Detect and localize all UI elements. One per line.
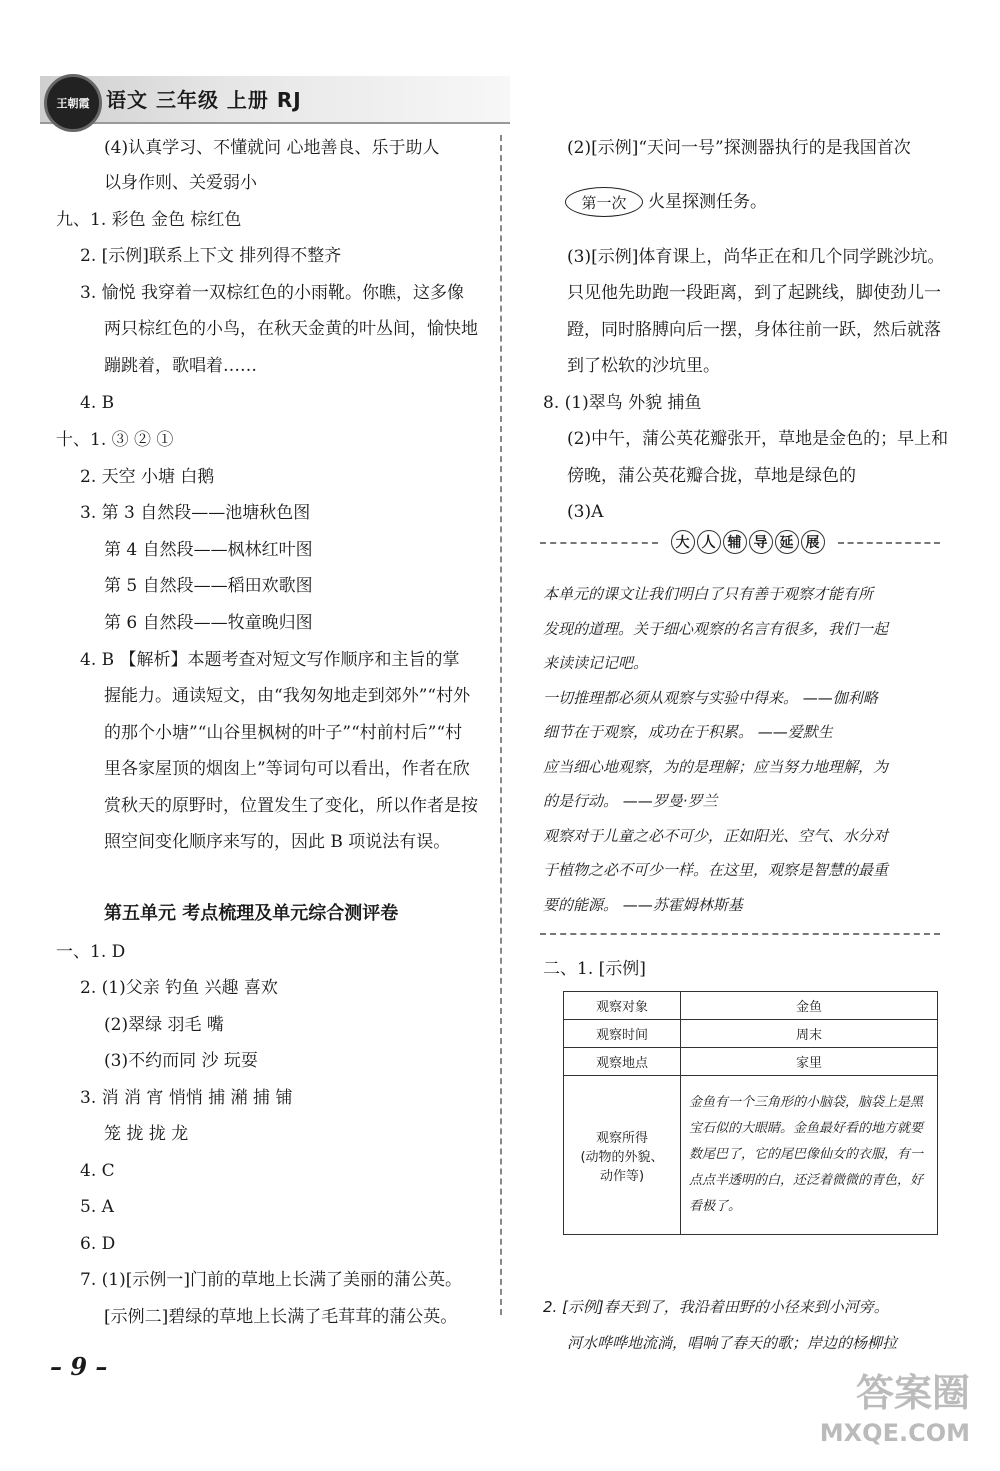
section-divider-left [540, 542, 658, 544]
quote-line: 观察对于儿童之必不可少，正如阳光、空气、水分对 [543, 827, 889, 845]
answer-line: 3. 消 消 宵 悄悄 捕 潲 捕 铺 [80, 1088, 293, 1108]
answer-line: 蹦跳着，歌唱着…… [104, 356, 257, 376]
unit-title: 第五单元 考点梳理及单元综合测评卷 [104, 903, 399, 924]
answer-line: 第 5 自然段——稻田欢歌图 [104, 576, 313, 596]
answer-line: (2)中午，蒲公英花瓣张开，草地是金色的；早上和 [567, 429, 949, 449]
answer-line: 第 4 自然段——枫林红叶图 [104, 540, 313, 560]
answer-line: 赏秋天的原野时，位置发生了变化，所以作者是按 [104, 796, 478, 816]
answer-line: 的那个小塘”“山谷里枫树的叶子”“村前村后”“村 [104, 723, 463, 743]
answer-line: 2. 天空 小塘 白鹅 [80, 467, 215, 487]
page-number: – 9 – [50, 1352, 108, 1381]
answer-line: 两只棕红色的小鸟，在秋天金黄的叶丛间，愉快地 [104, 319, 478, 339]
quote-line: 细节在于观察，成功在于积累。 ——爱默生 [543, 723, 833, 741]
answer-line: 照空间变化顺序来写的，因此 B 项说法有误。 [104, 832, 451, 852]
quote-line: 于植物之必不可少一样。在这里，观察是智慧的最重 [543, 861, 889, 879]
answer-line: 笼 拢 拢 龙 [104, 1124, 189, 1144]
extension-title [665, 527, 830, 557]
observation-table [563, 991, 938, 1235]
answer-line: 一、1. D [56, 942, 126, 962]
table-key: 观察时间 [564, 1020, 681, 1048]
answer-line: 2. [示例]联系上下文 排列得不整齐 [80, 246, 342, 266]
answer-line: 握能力。通读短文，由“我匆匆地走到郊外”“村外 [104, 686, 471, 706]
watermark [820, 1373, 970, 1453]
column-divider [500, 135, 502, 1315]
extension-title-char: 人 [697, 530, 721, 554]
quote-line: 来读读记记吧。 [543, 654, 649, 672]
answer-line: 河水哗哗地流淌，唱响了春天的歌；岸边的杨柳拉 [567, 1334, 898, 1352]
answer-line: 7. (1)[示例一]门前的草地上长满了美丽的蒲公英。 [80, 1270, 462, 1290]
answer-line: 傍晚，蒲公英花瓣合拢，草地是绿色的 [567, 466, 856, 486]
table-value: 金鱼 [681, 992, 938, 1020]
answer-line: 6. D [80, 1234, 116, 1254]
answer-line: 第 6 自然段——牧童晚归图 [104, 613, 313, 633]
table-value: 金鱼有一个三角形的小脑袋，脑袋上是黑宝石似的大眼睛。金鱼最好看的地方就要数尾巴了，它的尾巴像仙女的衣服，有一点点半透明的白，还泛着微微的青色，好看极了。 [681, 1076, 938, 1235]
table-row [564, 992, 938, 1020]
quote-line: 的是行动。 ——罗曼·罗兰 [543, 792, 718, 810]
answer-line: 3. 第 3 自然段——池塘秋色图 [80, 503, 311, 523]
section-divider-right [838, 542, 940, 544]
answer-line: 到了松软的沙坑里。 [567, 356, 720, 376]
table-row [564, 1076, 938, 1235]
quote-line: 一切推理都必须从观察与实验中得来。 ——伽利略 [543, 689, 878, 707]
circled-answer: 第一次 [565, 187, 643, 217]
answer-line: (3)A [567, 502, 604, 522]
extension-title-char: 大 [671, 530, 695, 554]
table-key: 观察对象 [564, 992, 681, 1020]
answer-line: 4. B 【解析】本题考查对短文写作顺序和主旨的掌 [80, 650, 460, 670]
answer-line: 5. A [80, 1197, 114, 1217]
answer-line: 4. B [80, 393, 115, 413]
answer-line: 蹬，同时胳膊向后一摆，身体往前一跃，然后就落 [567, 320, 941, 340]
answer-line: 以身作则、关爱弱小 [104, 173, 257, 193]
answer-line: [示例二]碧绿的草地上长满了毛茸茸的蒲公英。 [104, 1307, 458, 1327]
watermark-sub: MXQE.COM [819, 1419, 970, 1447]
answer-line: (2)翠绿 羽毛 嘴 [104, 1015, 224, 1035]
table-row [564, 1020, 938, 1048]
answer-line: 只见他先助跑一段距离，到了起跳线，脚使劲儿一 [567, 283, 941, 303]
answer-line: 十、1. ③ ② ① [56, 430, 174, 450]
extension-title-char: 展 [801, 530, 825, 554]
answer-line: 8. (1)翠鸟 外貌 捕鱼 [543, 393, 702, 413]
table-key: 观察所得 (动物的外貌、 动作等) [564, 1076, 681, 1235]
quote-line: 发现的道理。关于细心观察的名言有很多，我们一起 [543, 620, 889, 638]
answer-line: (3)[示例]体育课上，尚华正在和几个同学跳沙坑。 [567, 247, 945, 267]
brand-logo: 王朝霞 [44, 74, 102, 132]
table-value: 家里 [681, 1048, 938, 1076]
answer-line: 2. [示例]春天到了，我沿着田野的小径来到小河旁。 [543, 1298, 889, 1316]
quote-line: 要的能源。 ——苏霍姆林斯基 [543, 896, 743, 914]
answer-line: 里各家屋顶的烟囱上”等词句可以看出，作者在欣 [104, 759, 470, 779]
watermark-main: 答案圈 [855, 1371, 970, 1415]
answer-line: (3)不约而同 沙 玩耍 [104, 1051, 258, 1071]
section-divider-end [540, 933, 940, 935]
answer-line: 2. (1)父亲 钓鱼 兴趣 喜欢 [80, 978, 278, 998]
quote-line: 应当细心地观察，为的是理解；应当努力地理解，为 [543, 758, 889, 776]
answer-line: 火星探测任务。 [648, 192, 767, 212]
extension-title-char: 辅 [723, 530, 747, 554]
quote-line: 本单元的课文让我们明白了只有善于观察才能有所 [543, 585, 874, 603]
table-key: 观察地点 [564, 1048, 681, 1076]
question-2-1-label: 二、1. [示例] [543, 959, 646, 979]
extension-title-char: 延 [775, 530, 799, 554]
answer-line: 4. C [80, 1161, 115, 1181]
table-row [564, 1048, 938, 1076]
page-header-title: 语文 三年级 上册 RJ [106, 88, 302, 112]
table-value: 周末 [681, 1020, 938, 1048]
answer-line: (4)认真学习、不懂就问 心地善良、乐于助人 [104, 138, 440, 158]
answer-line: (2)[示例]“天问一号”探测器执行的是我国首次 [567, 138, 911, 158]
answer-line: 3. 愉悦 我穿着一双棕红色的小雨靴。你瞧，这多像 [80, 283, 465, 303]
extension-title-char: 导 [749, 530, 773, 554]
answer-line: 九、1. 彩色 金色 棕红色 [56, 210, 242, 230]
